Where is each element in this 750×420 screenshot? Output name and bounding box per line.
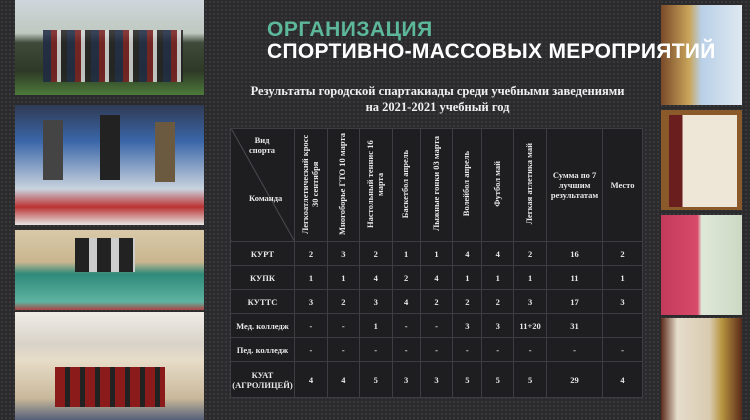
- result-cell: 1: [603, 266, 643, 290]
- photo-certificate-2: [661, 110, 742, 210]
- result-cell: 2: [294, 242, 327, 266]
- result-cell: 2: [453, 290, 482, 314]
- corner-sport-label: Вид спорта: [248, 135, 276, 155]
- photo-trophy-certificate-3: [661, 215, 742, 315]
- column-header: Легкая атлетика май: [514, 129, 547, 242]
- result-cell: 1: [359, 314, 392, 338]
- result-cell: 4: [327, 362, 359, 398]
- column-header: Место: [603, 129, 643, 242]
- result-cell: 3: [327, 242, 359, 266]
- result-cell: 3: [514, 290, 547, 314]
- subtitle-line-2: на 2021-2021 учебный год: [365, 100, 510, 114]
- column-header: Сумма по 7 лучшим результатам: [547, 129, 603, 242]
- result-cell: -: [327, 314, 359, 338]
- result-cell: 2: [327, 290, 359, 314]
- result-cell: -: [453, 338, 482, 362]
- result-cell: 4: [420, 266, 453, 290]
- photo-table-tennis: [15, 230, 204, 310]
- photo-trophy-certificate-4: [661, 318, 742, 420]
- corner-header-cell: [231, 129, 295, 242]
- result-cell: -: [547, 338, 603, 362]
- result-cell: 29: [547, 362, 603, 398]
- result-cell: 17: [547, 290, 603, 314]
- result-cell: -: [420, 314, 453, 338]
- table-row: [231, 290, 643, 314]
- team-cell: Мед. колледж: [231, 314, 295, 338]
- column-header: Лыжные гонки 03 марта: [420, 129, 453, 242]
- result-cell: -: [482, 338, 514, 362]
- result-cell: -: [392, 338, 420, 362]
- table-row: [231, 362, 643, 398]
- result-cell: 16: [547, 242, 603, 266]
- result-cell: 3: [392, 362, 420, 398]
- result-cell: 5: [359, 362, 392, 398]
- column-header: Настольный теннис 16 марта: [359, 129, 392, 242]
- result-cell: 2: [359, 242, 392, 266]
- result-cell: 3: [359, 290, 392, 314]
- photo-award-podium: [15, 105, 204, 225]
- result-cell: 5: [514, 362, 547, 398]
- result-cell: -: [392, 314, 420, 338]
- result-cell: -: [514, 338, 547, 362]
- result-cell: 3: [420, 362, 453, 398]
- photo-team-stadium: [15, 0, 204, 95]
- result-cell: 3: [294, 290, 327, 314]
- result-cell: 3: [453, 314, 482, 338]
- result-cell: 4: [603, 362, 643, 398]
- result-cell: -: [294, 314, 327, 338]
- result-cell: 3: [482, 314, 514, 338]
- result-cell: 1: [514, 266, 547, 290]
- result-cell: 4: [392, 290, 420, 314]
- column-header: Баскетбол апрель: [392, 129, 420, 242]
- table-row: [231, 314, 643, 338]
- result-cell: 2: [603, 242, 643, 266]
- team-cell: КУРТ: [231, 242, 295, 266]
- header-row: [231, 129, 643, 242]
- result-cell: 5: [453, 362, 482, 398]
- result-cell: 1: [327, 266, 359, 290]
- result-cell: 4: [294, 362, 327, 398]
- table-row: [231, 242, 643, 266]
- result-cell: 3: [603, 290, 643, 314]
- table-row: [231, 266, 643, 290]
- team-cell: Пед. колледж: [231, 338, 295, 362]
- result-cell: 1: [294, 266, 327, 290]
- column-header: Футбол май: [482, 129, 514, 242]
- team-cell: КУТТС: [231, 290, 295, 314]
- table-row: [231, 338, 643, 362]
- team-cell: КУАТ (АГРОЛИЦЕЙ): [231, 362, 295, 398]
- column-header: Многоборье ГТО 10 марта: [327, 129, 359, 242]
- result-cell: -: [603, 338, 643, 362]
- subtitle-line-1: Результаты городской спартакиады среди учебными заведениями: [250, 84, 625, 98]
- result-cell: 11+20: [514, 314, 547, 338]
- result-cell: 2: [482, 290, 514, 314]
- result-cell: 1: [392, 242, 420, 266]
- result-cell: 5: [482, 362, 514, 398]
- result-cell: -: [359, 338, 392, 362]
- result-cell: 31: [547, 314, 603, 338]
- result-cell: -: [420, 338, 453, 362]
- result-cell: 1: [482, 266, 514, 290]
- result-cell: 11: [547, 266, 603, 290]
- result-cell: [603, 314, 643, 338]
- result-cell: 4: [453, 242, 482, 266]
- result-cell: 2: [392, 266, 420, 290]
- result-cell: 2: [514, 242, 547, 266]
- title-line-1: ОРГАНИЗАЦИЯ: [267, 18, 433, 41]
- result-cell: 4: [359, 266, 392, 290]
- result-cell: 4: [482, 242, 514, 266]
- result-cell: 1: [420, 242, 453, 266]
- results-table: [230, 128, 643, 398]
- photo-volleyball-team: [15, 312, 204, 420]
- corner-team-label: Команда: [249, 193, 283, 203]
- title-line-2: СПОРТИВНО-МАССОВЫХ МЕРОПРИЯТИЙ: [267, 40, 716, 63]
- column-header: Волейбол апрель: [453, 129, 482, 242]
- result-cell: 1: [453, 266, 482, 290]
- result-cell: -: [294, 338, 327, 362]
- result-cell: -: [327, 338, 359, 362]
- column-header: Легкоатлетический кросс 30 сентября: [294, 129, 327, 242]
- team-cell: КУПК: [231, 266, 295, 290]
- result-cell: 2: [420, 290, 453, 314]
